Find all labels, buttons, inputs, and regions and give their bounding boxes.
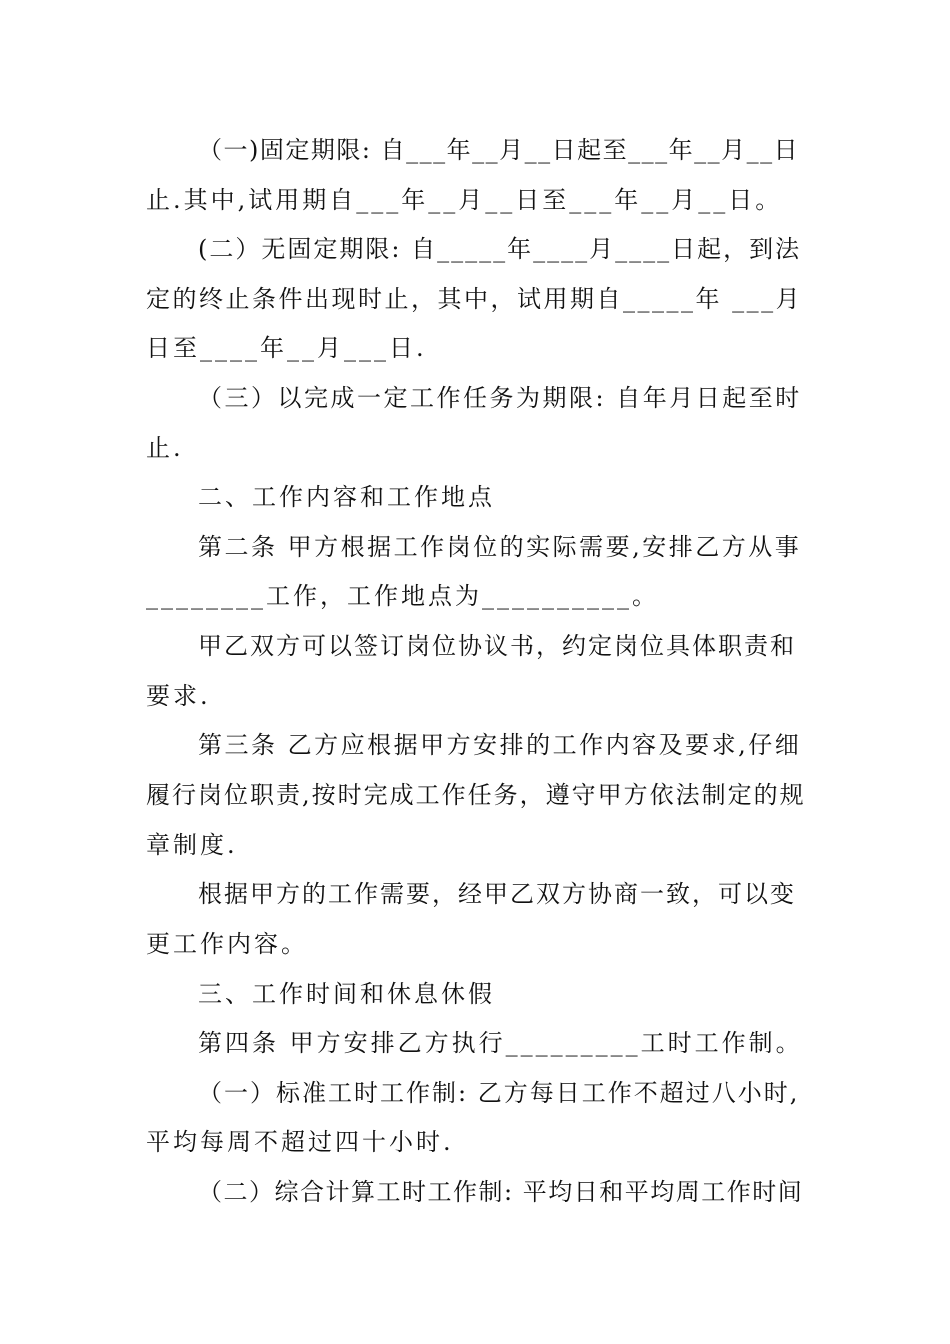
text-line: 定的终止条件出现时止，其中，试用期自_____年 ___月: [146, 285, 803, 313]
text-line: 更工作内容。: [146, 930, 308, 958]
text-line: 止.: [146, 434, 184, 462]
text-line: （一）标准工时工作制: 乙方每日工作不超过八小时,: [198, 1079, 800, 1107]
text-line: 第四条 甲方安排乙方执行_________工时工作制。: [198, 1029, 803, 1057]
text-line: 平均每周不超过四十小时.: [146, 1128, 454, 1156]
text-line: 甲乙双方可以签订岗位协议书，约定岗位具体职责和: [198, 632, 796, 660]
text-line: （一)固定期限: 自___年__月__日起至___年__月__日: [198, 136, 800, 164]
text-line: （二）综合计算工时工作制: 平均日和平均周工作时间: [198, 1178, 804, 1206]
text-line: （三）以完成一定工作任务为期限: 自年月日起至时: [198, 384, 802, 412]
text-line: 第二条 甲方根据工作岗位的实际需要,安排乙方从事: [198, 533, 802, 561]
text-line: 止.其中,试用期自___年__月__日至___年__月__日。: [146, 186, 783, 214]
section-heading: 二、工作内容和工作地点: [198, 483, 495, 511]
text-line: ________工作，工作地点为__________。: [146, 582, 659, 610]
text-line: 日至____年__月___日.: [146, 334, 427, 362]
text-line: 章制度.: [146, 831, 238, 859]
text-line: 要求.: [146, 682, 211, 710]
text-line: 履行岗位职责,按时完成工作任务，遵守甲方依法制定的规: [146, 781, 806, 809]
text-line: 第三条 乙方应根据甲方安排的工作内容及要求,仔细: [198, 731, 802, 759]
text-line: 根据甲方的工作需要，经甲乙双方协商一致，可以变: [198, 880, 796, 908]
text-line: (二）无固定期限: 自_____年____月____日起，到法: [198, 235, 802, 263]
section-heading: 三、工作时间和休息休假: [198, 980, 495, 1008]
